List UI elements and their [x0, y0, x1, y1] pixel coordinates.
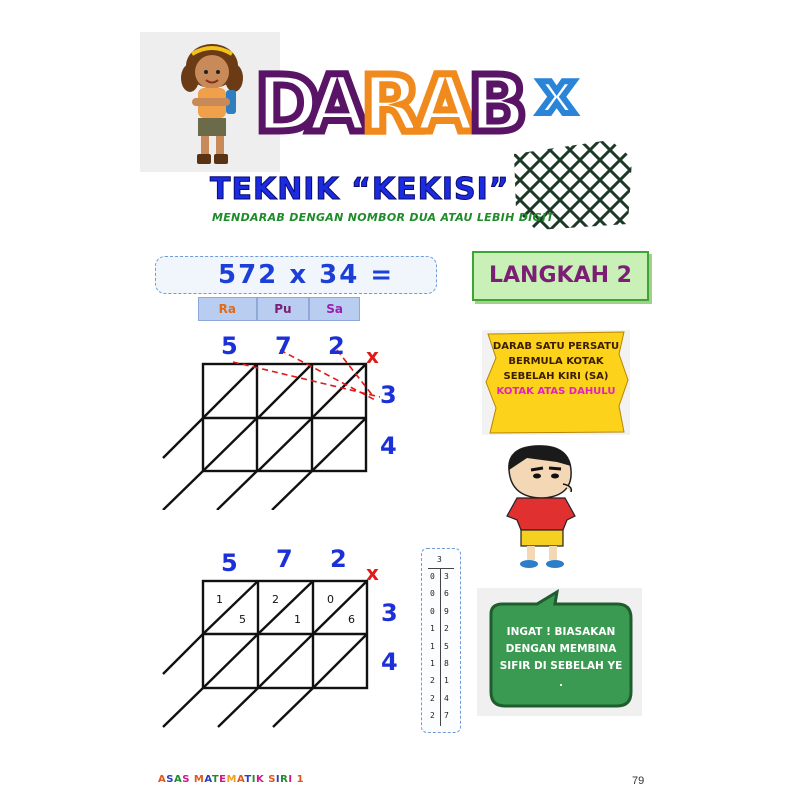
cartoon-boy — [487, 440, 597, 570]
instruction-text — [490, 339, 622, 399]
page-number: 79 — [632, 775, 645, 787]
technique-title: TEKNIK “KEKISI” — [210, 172, 510, 207]
times-table-ones: 7 — [444, 711, 449, 721]
reminder-line: DENGAN MEMBINA — [505, 643, 617, 655]
lattice-top — [155, 330, 415, 510]
equation-box — [155, 256, 437, 294]
times-table-tens: 1 — [430, 659, 435, 668]
operator-x-bottom: x — [366, 561, 379, 585]
times-table-vline — [440, 568, 441, 726]
title-letter: A — [415, 60, 476, 150]
cell-ones: 1 — [294, 613, 301, 626]
place-value-row — [198, 297, 360, 321]
equation-text: 572 x 34 = — [218, 260, 395, 290]
operator-x-top: x — [366, 344, 379, 368]
times-table-tens: 2 — [430, 693, 435, 703]
boy-character-icon — [487, 440, 597, 570]
top-digit-ones: 2 — [328, 332, 345, 360]
times-table-divider — [428, 568, 454, 569]
times-table-ones: 4 — [444, 693, 449, 703]
title-letter: B — [468, 60, 528, 150]
cell-ones: 6 — [348, 613, 355, 626]
reminder-line: SIFIR DI SEBELAH YE . — [499, 660, 623, 689]
times-table-tens: 0 — [430, 589, 435, 599]
times-table-ones: 5 — [444, 641, 449, 651]
top-digit-ones: 2 — [330, 545, 347, 573]
times-table — [421, 548, 461, 733]
reminder-line: INGAT ! BIASAKAN — [506, 626, 616, 638]
times-table-tens: 1 — [430, 624, 435, 634]
instruction-line: DARAB SATU PERSATU — [492, 341, 620, 352]
lattice-bottom — [155, 543, 415, 728]
cell-tens: 0 — [327, 593, 334, 606]
times-table-ones: 9 — [444, 606, 449, 616]
top-digit-hundreds: 5 — [221, 549, 238, 577]
times-table-ones: 6 — [444, 589, 449, 599]
instruction-line: BERMULA KOTAK — [508, 356, 604, 367]
times-table-tens: 0 — [430, 606, 435, 616]
side-digit-bottom: 4 — [381, 648, 398, 676]
title-darab — [255, 60, 528, 150]
times-table-ones: 8 — [444, 659, 449, 668]
place-value-ratus: Ra — [198, 297, 257, 321]
footer-series-text: ASAS MATEMATIK SIRI 1 — [158, 774, 305, 785]
step-label-text: LANGKAH 2 — [489, 263, 632, 288]
title-letter: D — [255, 60, 320, 150]
place-value-puluh: Pu — [257, 297, 310, 321]
side-digit-top: 3 — [380, 381, 397, 409]
step-label — [472, 251, 649, 301]
top-digit-tens: 7 — [275, 332, 292, 360]
instruction-line: SEBELAH KIRI (SA) — [503, 371, 609, 382]
side-digit-top: 3 — [381, 599, 398, 627]
cell-tens: 2 — [272, 593, 279, 606]
cell-tens: 1 — [216, 593, 223, 606]
instruction-highlight: KOTAK ATAS DAHULU — [496, 386, 616, 397]
times-table-ones: 1 — [444, 676, 449, 686]
times-table-header: 3 — [437, 555, 442, 564]
reminder-bubble — [477, 588, 642, 716]
title-letter: R — [361, 60, 422, 150]
title-times-symbol: x — [538, 59, 576, 127]
footer-series — [158, 774, 304, 785]
reminder-text — [497, 624, 625, 692]
times-table-tens: 2 — [430, 711, 435, 721]
times-table-ones: 2 — [444, 624, 449, 634]
cell-ones: 5 — [239, 613, 246, 626]
times-table-tens: 2 — [430, 676, 435, 686]
top-digit-tens: 7 — [276, 545, 293, 573]
side-digit-bottom: 4 — [380, 432, 397, 460]
title-letter: A — [307, 60, 368, 150]
times-table-tens: 0 — [430, 572, 435, 581]
place-value-sa: Sa — [309, 297, 360, 321]
technique-subtitle: MENDARAB DENGAN NOMBOR DUA ATAU LEBIH DIGIT — [212, 211, 555, 224]
times-table-tens: 1 — [430, 641, 435, 651]
top-digit-hundreds: 5 — [221, 332, 238, 360]
instruction-card — [482, 330, 630, 435]
times-table-ones: 3 — [444, 572, 449, 581]
